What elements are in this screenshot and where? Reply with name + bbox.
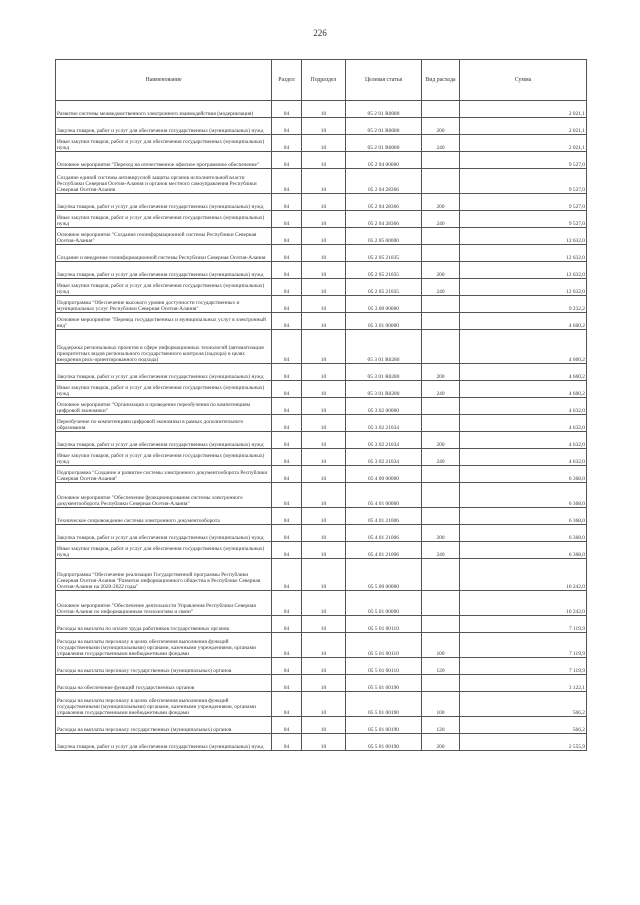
cell-podrazdel: 10 (302, 616, 346, 633)
cell-razdel: 04 (272, 633, 302, 658)
cell-summa: 6 368,0 (460, 525, 587, 542)
cell-name: Расходы на обеспечение функций государственных органов (56, 675, 272, 692)
cell-podrazdel: 10 (302, 135, 346, 152)
cell-name: Подпрограмма "Обеспечение высокого уровня доступности государственных и муниципальных услуг Республики Северная Осетия-Алания" (56, 296, 272, 313)
cell-podrazdel: 10 (302, 432, 346, 449)
cell-razdel: 04 (272, 415, 302, 432)
cell-name: Закупка товаров, работ и услуг для обеспечения государственных (муниципальных) нужд (56, 364, 272, 381)
header-name: Наименование (56, 60, 272, 101)
cell-summa: 12 632,0 (460, 245, 587, 262)
cell-vid (422, 466, 460, 483)
cell-razdel: 04 (272, 734, 302, 751)
table-row (56, 734, 587, 751)
cell-vid: 240 (422, 449, 460, 466)
cell-summa: 7 119,9 (460, 658, 587, 675)
cell-celevaya: 05 5 01 00110 (346, 633, 422, 658)
cell-podrazdel: 10 (302, 717, 346, 734)
cell-vid: 200 (422, 432, 460, 449)
cell-name: Расходы на выплаты по оплате труда работников государственных органов (56, 616, 272, 633)
header-summa: Сумма (460, 60, 587, 101)
cell-summa: 3 122,1 (460, 675, 587, 692)
cell-summa: 4 632,0 (460, 432, 587, 449)
table-row (56, 194, 587, 211)
cell-razdel: 04 (272, 449, 302, 466)
cell-celevaya: 05 5 01 00190 (346, 734, 422, 751)
cell-name: Основное мероприятие "Обеспечение деятельности Управления Республики Северная Осетия-Алания по информационным технологиям и связи" (56, 591, 272, 616)
table-row (56, 313, 587, 330)
cell-razdel: 04 (272, 245, 302, 262)
table-row (56, 415, 587, 432)
table-row (56, 228, 587, 245)
cell-celevaya: 05 3 02 21034 (346, 415, 422, 432)
cell-name: Подпрограмма "Обеспечение реализации Государственной программы Республики Северная Осетия-Алания "Развитие информационного общества в Республике Северная Осетия-Алания на 2020-2022 годы" (56, 559, 272, 591)
header-razdel: Раздел (272, 60, 302, 101)
cell-razdel: 04 (272, 398, 302, 415)
table-row (56, 245, 587, 262)
cell-celevaya: 05 3 01 R0280 (346, 330, 422, 364)
page-number: 226 (313, 28, 327, 38)
cell-name: Расходы на выплаты персоналу государственных (муниципальных) органов (56, 717, 272, 734)
cell-celevaya: 05 4 01 21006 (346, 542, 422, 559)
cell-podrazdel: 10 (302, 559, 346, 591)
cell-razdel: 04 (272, 152, 302, 169)
cell-vid: 200 (422, 364, 460, 381)
cell-summa: 9 232,2 (460, 296, 587, 313)
cell-summa: 4 600,2 (460, 364, 587, 381)
cell-celevaya: 05 3 02 21034 (346, 432, 422, 449)
cell-summa: 9 527,0 (460, 152, 587, 169)
cell-razdel: 04 (272, 194, 302, 211)
cell-vid (422, 508, 460, 525)
cell-celevaya: 05 2 05 00000 (346, 228, 422, 245)
cell-celevaya: 05 3 02 00000 (346, 398, 422, 415)
cell-razdel: 04 (272, 169, 302, 194)
table-row (56, 658, 587, 675)
cell-celevaya: 05 5 01 00000 (346, 591, 422, 616)
cell-vid: 120 (422, 658, 460, 675)
cell-summa: 4 600,2 (460, 313, 587, 330)
cell-podrazdel: 10 (302, 415, 346, 432)
cell-razdel: 04 (272, 675, 302, 692)
cell-vid: 240 (422, 381, 460, 398)
cell-summa: 9 527,0 (460, 169, 587, 194)
cell-summa: 4 632,0 (460, 449, 587, 466)
cell-vid: 200 (422, 734, 460, 751)
cell-name: Основное мероприятие "Перевод государственных и муниципальных услуг в электронный вид" (56, 313, 272, 330)
cell-name: Иные закупки товаров, работ и услуг для обеспечения государственных (муниципальных) нужд (56, 135, 272, 152)
table-row (56, 135, 587, 152)
table-row (56, 169, 587, 194)
cell-celevaya: 05 3 00 00000 (346, 296, 422, 313)
table-row (56, 591, 587, 616)
cell-summa: 10 242,0 (460, 559, 587, 591)
cell-summa: 12 632,0 (460, 279, 587, 296)
cell-podrazdel: 10 (302, 658, 346, 675)
cell-razdel: 04 (272, 559, 302, 591)
cell-podrazdel: 10 (302, 508, 346, 525)
table-row (56, 381, 587, 398)
cell-vid: 200 (422, 118, 460, 135)
cell-podrazdel: 10 (302, 169, 346, 194)
table-row (56, 559, 587, 591)
cell-razdel: 04 (272, 118, 302, 135)
cell-celevaya: 05 5 01 00190 (346, 675, 422, 692)
cell-razdel: 04 (272, 296, 302, 313)
cell-summa: 2 555,9 (460, 734, 587, 751)
cell-podrazdel: 10 (302, 633, 346, 658)
cell-summa: 6 368,0 (460, 508, 587, 525)
cell-name: Иные закупки товаров, работ и услуг для обеспечения государственных (муниципальных) нужд (56, 542, 272, 559)
table-row (56, 449, 587, 466)
cell-celevaya: 05 5 01 00110 (346, 658, 422, 675)
cell-celevaya: 05 4 01 00000 (346, 483, 422, 508)
cell-name: Основное мероприятие "Создание геоинформационной системы Республики Северная Осетия-Алания" (56, 228, 272, 245)
table-row (56, 542, 587, 559)
cell-name: Переобучение по компетенциям цифровой экономики в рамках дополнительного образования (56, 415, 272, 432)
table-row (56, 466, 587, 483)
table-row (56, 279, 587, 296)
cell-razdel: 04 (272, 717, 302, 734)
cell-name: Закупка товаров, работ и услуг для обеспечения государственных (муниципальных) нужд (56, 262, 272, 279)
table-row (56, 432, 587, 449)
cell-vid: 200 (422, 525, 460, 542)
cell-summa: 10 242,0 (460, 591, 587, 616)
cell-podrazdel: 10 (302, 262, 346, 279)
header-vid: Вид расхода (422, 60, 460, 101)
cell-vid: 100 (422, 633, 460, 658)
cell-podrazdel: 10 (302, 525, 346, 542)
cell-podrazdel: 10 (302, 245, 346, 262)
cell-celevaya: 05 5 01 00190 (346, 692, 422, 717)
cell-razdel: 04 (272, 692, 302, 717)
cell-vid: 100 (422, 692, 460, 717)
cell-name: Расходы на выплаты персоналу в целях обеспечения выполнения функций государственными (муниципальными) органами, казенными учреждениями, органами управления государственными внебюджетными фондами (56, 633, 272, 658)
cell-podrazdel: 10 (302, 101, 346, 118)
cell-podrazdel: 10 (302, 152, 346, 169)
cell-name: Закупка товаров, работ и услуг для обеспечения государственных (муниципальных) нужд (56, 432, 272, 449)
cell-name: Иные закупки товаров, работ и услуг для обеспечения государственных (муниципальных) нужд (56, 211, 272, 228)
cell-podrazdel: 10 (302, 279, 346, 296)
table-row (56, 262, 587, 279)
table-row (56, 330, 587, 364)
cell-vid (422, 591, 460, 616)
header-podrazdel: Подраздел (302, 60, 346, 101)
cell-razdel: 04 (272, 381, 302, 398)
cell-celevaya: 05 3 01 R0280 (346, 381, 422, 398)
cell-podrazdel: 10 (302, 466, 346, 483)
cell-summa: 6 368,0 (460, 542, 587, 559)
cell-celevaya: 05 4 01 21006 (346, 525, 422, 542)
cell-name: Закупка товаров, работ и услуг для обеспечения государственных (муниципальных) нужд (56, 118, 272, 135)
cell-celevaya: 05 3 01 R0280 (346, 364, 422, 381)
cell-celevaya: 05 2 01 R0080 (346, 101, 422, 118)
table-row (56, 101, 587, 118)
cell-vid (422, 169, 460, 194)
cell-celevaya: 05 5 00 00000 (346, 559, 422, 591)
cell-name: Подпрограмма "Создание и развитие системы электронного документооборота Республики Северная Осетия-Алания" (56, 466, 272, 483)
cell-name: Техническое сопровождение системы электронного документооборота (56, 508, 272, 525)
cell-name: Иные закупки товаров, работ и услуг для обеспечения государственных (муниципальных) нужд (56, 449, 272, 466)
cell-celevaya: 05 2 04 28366 (346, 169, 422, 194)
cell-razdel: 04 (272, 211, 302, 228)
cell-summa: 12 632,0 (460, 262, 587, 279)
cell-celevaya: 05 2 01 R0080 (346, 118, 422, 135)
cell-podrazdel: 10 (302, 313, 346, 330)
cell-name: Основное мероприятие "Организация и проведение переобучения по компетенциям цифровой экономики" (56, 398, 272, 415)
cell-razdel: 04 (272, 508, 302, 525)
table-row (56, 118, 587, 135)
cell-celevaya: 05 2 04 28366 (346, 211, 422, 228)
cell-summa: 7 119,9 (460, 616, 587, 633)
cell-razdel: 04 (272, 135, 302, 152)
cell-summa: 2 021,1 (460, 135, 587, 152)
cell-razdel: 04 (272, 658, 302, 675)
table-row (56, 364, 587, 381)
table-row (56, 675, 587, 692)
cell-podrazdel: 10 (302, 118, 346, 135)
cell-celevaya: 05 2 01 R0080 (346, 135, 422, 152)
cell-summa: 6 368,0 (460, 466, 587, 483)
header-celevaya: Целевая статья (346, 60, 422, 101)
cell-celevaya: 05 4 01 21006 (346, 508, 422, 525)
cell-vid (422, 101, 460, 118)
cell-vid (422, 245, 460, 262)
cell-podrazdel: 10 (302, 381, 346, 398)
cell-summa: 12 632,0 (460, 228, 587, 245)
cell-name: Расходы на выплаты персоналу государственных (муниципальных) органов (56, 658, 272, 675)
cell-vid (422, 330, 460, 364)
cell-razdel: 04 (272, 313, 302, 330)
cell-razdel: 04 (272, 466, 302, 483)
cell-vid: 240 (422, 211, 460, 228)
cell-summa: 4 632,0 (460, 398, 587, 415)
cell-celevaya: 05 2 05 21035 (346, 262, 422, 279)
table-row (56, 508, 587, 525)
cell-name: Закупка товаров, работ и услуг для обеспечения государственных (муниципальных) нужд (56, 734, 272, 751)
cell-podrazdel: 10 (302, 228, 346, 245)
cell-celevaya: 05 2 05 21035 (346, 245, 422, 262)
cell-name: Иные закупки товаров, работ и услуг для обеспечения государственных (муниципальных) нужд (56, 279, 272, 296)
table-row (56, 692, 587, 717)
cell-razdel: 04 (272, 101, 302, 118)
cell-podrazdel: 10 (302, 330, 346, 364)
cell-vid (422, 616, 460, 633)
table-row (56, 398, 587, 415)
cell-razdel: 04 (272, 525, 302, 542)
cell-podrazdel: 10 (302, 692, 346, 717)
cell-name: Развитие системы межведомственного электронного взаимодействия (модернизация) (56, 101, 272, 118)
cell-name: Основное мероприятие "Переход на отечественное офисное программное обеспечение" (56, 152, 272, 169)
table-row (56, 616, 587, 633)
cell-vid: 240 (422, 279, 460, 296)
cell-razdel: 04 (272, 542, 302, 559)
cell-podrazdel: 10 (302, 542, 346, 559)
cell-podrazdel: 10 (302, 449, 346, 466)
cell-vid (422, 398, 460, 415)
cell-vid (422, 559, 460, 591)
cell-razdel: 04 (272, 262, 302, 279)
cell-razdel: 04 (272, 483, 302, 508)
cell-podrazdel: 10 (302, 364, 346, 381)
table-row (56, 483, 587, 508)
cell-podrazdel: 10 (302, 398, 346, 415)
cell-vid (422, 313, 460, 330)
cell-razdel: 04 (272, 591, 302, 616)
cell-summa: 566,2 (460, 692, 587, 717)
cell-name: Основное мероприятие "Обеспечение функционирования системы электронного документооборота Республики Северная Осетия-Алания" (56, 483, 272, 508)
cell-podrazdel: 10 (302, 194, 346, 211)
cell-name: Расходы на выплаты персоналу в целях обеспечения выполнения функций государственными (муниципальными) органами, казенными учреждениями, органами управления государственными внебюджетными фондами (56, 692, 272, 717)
cell-name: Закупка товаров, работ и услуг для обеспечения государственных (муниципальных) нужд (56, 525, 272, 542)
cell-vid (422, 675, 460, 692)
table-row (56, 525, 587, 542)
cell-summa: 9 527,0 (460, 211, 587, 228)
cell-name: Иные закупки товаров, работ и услуг для обеспечения государственных (муниципальных) нужд (56, 381, 272, 398)
cell-celevaya: 05 5 01 00110 (346, 616, 422, 633)
cell-vid (422, 152, 460, 169)
cell-name: Создание единой системы антивирусной защиты органов исполнительной власти Республики Северная Осетия-Алания и органов местного самоуправления Республики Северная Осетия-Алания (56, 169, 272, 194)
cell-name: Поддержка региональных проектов в сфере информационных технологий (автоматизация приоритетных видов регионального государственного контроля (надзора) в целях внедрения риск-ориентированного подхода) (56, 330, 272, 364)
cell-vid: 240 (422, 135, 460, 152)
cell-podrazdel: 10 (302, 211, 346, 228)
cell-razdel: 04 (272, 279, 302, 296)
cell-summa: 4 632,0 (460, 415, 587, 432)
cell-vid (422, 415, 460, 432)
budget-table (55, 59, 587, 751)
cell-summa: 4 600,2 (460, 381, 587, 398)
cell-celevaya: 05 3 01 00000 (346, 313, 422, 330)
table-body (56, 101, 587, 751)
cell-summa: 6 368,0 (460, 483, 587, 508)
cell-razdel: 04 (272, 432, 302, 449)
cell-razdel: 04 (272, 228, 302, 245)
cell-podrazdel: 10 (302, 591, 346, 616)
cell-razdel: 04 (272, 364, 302, 381)
cell-summa: 9 527,0 (460, 194, 587, 211)
cell-podrazdel: 10 (302, 483, 346, 508)
cell-celevaya: 05 2 04 28366 (346, 194, 422, 211)
cell-podrazdel: 10 (302, 734, 346, 751)
cell-podrazdel: 10 (302, 675, 346, 692)
cell-summa: 566,2 (460, 717, 587, 734)
cell-vid: 200 (422, 194, 460, 211)
table-row (56, 296, 587, 313)
cell-vid: 120 (422, 717, 460, 734)
cell-summa: 4 600,2 (460, 330, 587, 364)
cell-summa: 2 021,1 (460, 101, 587, 118)
table-row (56, 717, 587, 734)
cell-celevaya: 05 2 04 00000 (346, 152, 422, 169)
table-header (56, 60, 587, 101)
cell-vid: 240 (422, 542, 460, 559)
cell-celevaya: 05 3 02 21034 (346, 449, 422, 466)
cell-vid (422, 483, 460, 508)
cell-name: Закупка товаров, работ и услуг для обеспечения государственных (муниципальных) нужд (56, 194, 272, 211)
cell-summa: 7 119,9 (460, 633, 587, 658)
table-row (56, 152, 587, 169)
cell-celevaya: 05 4 00 00000 (346, 466, 422, 483)
table-row (56, 211, 587, 228)
cell-name: Создание и внедрение геоинформационной системы Республики Северная Осетия-Алания (56, 245, 272, 262)
cell-celevaya: 05 2 05 21035 (346, 279, 422, 296)
table-row (56, 633, 587, 658)
cell-celevaya: 05 5 01 00190 (346, 717, 422, 734)
cell-vid (422, 228, 460, 245)
cell-razdel: 04 (272, 330, 302, 364)
cell-podrazdel: 10 (302, 296, 346, 313)
cell-summa: 2 021,1 (460, 118, 587, 135)
cell-vid: 200 (422, 262, 460, 279)
cell-razdel: 04 (272, 616, 302, 633)
cell-vid (422, 296, 460, 313)
